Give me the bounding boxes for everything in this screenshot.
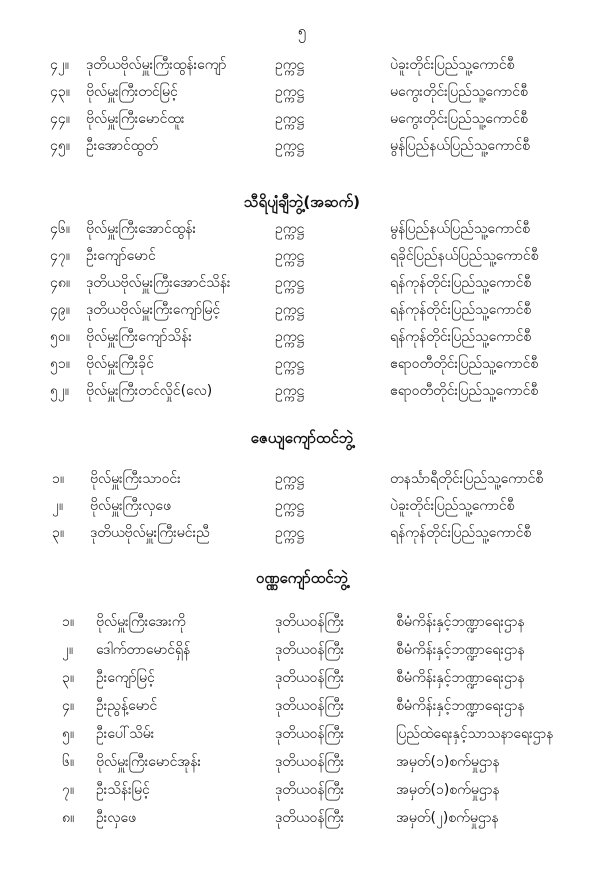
organization: ပြည်ထဲရေးနှင့်သာသနာရေးဌာန bbox=[396, 726, 554, 742]
person-name: ဒုတိယဗိုလ်မှူးကြီးကျော်မြင့် bbox=[86, 302, 221, 318]
list-row bbox=[0, 776, 604, 804]
position-title: ဥက္ကဋ္ဌ bbox=[275, 525, 305, 541]
person-name: ဦးပေါ်သိမ်း bbox=[96, 726, 155, 742]
row-number: ၄၆။ bbox=[50, 221, 70, 237]
organization: စီမံကိန်းနှင့်ဘဏ္ဍာရေးဌာန bbox=[396, 614, 525, 630]
row-number: ၂။ bbox=[62, 642, 74, 658]
person-name: ဗိုလ်မှူးကြီးအောင်ထွန်း bbox=[86, 221, 197, 237]
position-title: ဥက္ကဋ္ဌ bbox=[275, 248, 305, 264]
list-row bbox=[0, 692, 604, 720]
list-row bbox=[0, 608, 604, 636]
organization: အမှတ်(၁)စက်မှုဌာန bbox=[396, 782, 500, 798]
organization: ဧရာဝတီတိုင်းပြည်သူ့ကောင်စီ bbox=[390, 383, 539, 399]
person-name: ဦးလှဖေ bbox=[96, 810, 137, 826]
organization: စီမံကိန်းနှင့်ဘဏ္ဍာရေးဌာန bbox=[396, 698, 525, 714]
position-title: ဥက္ကဋ္ဌ bbox=[275, 84, 305, 100]
position-title: ဒုတိယဝန်ကြီး bbox=[275, 642, 345, 658]
organization: ရန်ကုန်တိုင်းပြည်သူ့ကောင်စီ bbox=[390, 329, 532, 345]
person-name: ဗိုလ်မှူးကြီးမောင်အုန်း bbox=[96, 754, 202, 770]
list-row bbox=[0, 297, 604, 324]
row-number: ၈။ bbox=[62, 810, 75, 826]
list-row bbox=[0, 804, 604, 832]
person-name: ဦးအောင်ထွတ် bbox=[86, 138, 158, 154]
position-title: ဒုတိယဝန်ကြီး bbox=[275, 614, 345, 630]
position-title: ဥက္ကဋ္ဌ bbox=[275, 498, 305, 514]
person-name: ဦးညွန့်မောင် bbox=[96, 698, 158, 714]
position-title: ဥက္ကဋ္ဌ bbox=[275, 356, 305, 372]
row-number: ၅၀။ bbox=[50, 329, 70, 345]
list-row bbox=[0, 720, 604, 748]
organization: ရန်ကုန်တိုင်းပြည်သူ့ကောင်စီ bbox=[390, 302, 532, 318]
position-title: ဥက္ကဋ္ဌ bbox=[275, 275, 305, 291]
page-number: ၅ bbox=[297, 22, 307, 40]
person-name: ဦးသိန်းမြင့် bbox=[96, 782, 150, 798]
position-title: ဒုတိယဝန်ကြီး bbox=[275, 670, 345, 686]
row-number: ၅။ bbox=[62, 726, 75, 742]
row-number: ၁။ bbox=[52, 471, 65, 487]
row-number: ၂။ bbox=[52, 498, 64, 514]
person-name: ဗိုလ်မှူးကြီးမောင်ထူး bbox=[86, 111, 185, 127]
list-row bbox=[0, 243, 604, 270]
person-name: ဦးကျော်မြင့် bbox=[96, 670, 155, 686]
organization: ပဲခူးတိုင်းပြည်သူ့ကောင်စီ bbox=[390, 57, 515, 73]
position-title: ဥက္ကဋ္ဌ bbox=[275, 221, 305, 237]
person-name: ဗိုလ်မှူးကြီးတင်လှိုင်(လေ) bbox=[86, 383, 213, 399]
organization: စီမံကိန်းနှင့်ဘဏ္ဍာရေးဌာန bbox=[396, 642, 525, 658]
list-row bbox=[0, 378, 604, 405]
organization: အမှတ်(၂)စက်မှုဌာန bbox=[396, 810, 499, 826]
position-title: ဥက္ကဋ္ဌ bbox=[275, 111, 305, 127]
row-number: ၄၂။ bbox=[50, 57, 69, 73]
person-name: ဗိုလ်မှူးကြီးသာဝင်း bbox=[90, 471, 181, 487]
organization: မကွေးတိုင်းပြည်သူ့ကောင်စီ bbox=[390, 111, 528, 127]
list-row bbox=[0, 133, 604, 160]
row-number: ၄၃။ bbox=[50, 84, 70, 100]
row-number: ၄၈။ bbox=[50, 275, 71, 291]
row-number: ၅၂။ bbox=[50, 383, 69, 399]
list-row bbox=[0, 351, 604, 378]
row-number: ၇။ bbox=[62, 782, 75, 798]
organization: အမှတ်(၁)စက်မှုဌာန bbox=[396, 754, 500, 770]
list-row bbox=[0, 636, 604, 664]
section-title: သီရိပျံချီဘွဲ့(အဆက်) bbox=[244, 193, 360, 211]
person-name: ဒေါက်တာမောင်ရှိန် bbox=[96, 642, 191, 658]
organization: တနင်္သာရီတိုင်းပြည်သူ့ကောင်စီ bbox=[390, 471, 544, 487]
position-title: ဥက္ကဋ္ဌ bbox=[275, 57, 305, 73]
organization: မွန်ပြည်နယ်ပြည်သူ့ကောင်စီ bbox=[390, 138, 531, 154]
person-name: ဒုတိယဗိုလ်မှူးကြီးအောင်သိန်း bbox=[86, 275, 231, 291]
list-row bbox=[0, 664, 604, 692]
section-zeya-kyawhtin bbox=[0, 424, 604, 547]
person-name: ဗိုလ်မှူးကြီးတင်မြင့် bbox=[86, 84, 178, 100]
position-title: ဥက္ကဋ္ဌ bbox=[275, 302, 305, 318]
list-row bbox=[0, 520, 604, 547]
section-title: ဝဏ္ဏကျော်ထင်ဘွဲ့ bbox=[255, 569, 349, 587]
position-title: ဒုတိယဝန်ကြီး bbox=[275, 754, 345, 770]
position-title: ဒုတိယဝန်ကြီး bbox=[275, 810, 345, 826]
position-title: ဥက္ကဋ္ဌ bbox=[275, 329, 305, 345]
list-row bbox=[0, 52, 604, 79]
organization: စီမံကိန်းနှင့်ဘဏ္ဍာရေးဌာန bbox=[396, 670, 525, 686]
row-number: ၅၁။ bbox=[50, 356, 70, 372]
organization: ပဲခူးတိုင်းပြည်သူ့ကောင်စီ bbox=[390, 498, 515, 514]
position-title: ဒုတိယဝန်ကြီး bbox=[275, 726, 345, 742]
position-title: ဒုတိယဝန်ကြီး bbox=[275, 782, 345, 798]
organization: မကွေးတိုင်းပြည်သူ့ကောင်စီ bbox=[390, 84, 528, 100]
list-row bbox=[0, 106, 604, 133]
section-thiri-pyanchi bbox=[0, 188, 604, 405]
section-title: ဇေယျကျော်ထင်ဘွဲ့ bbox=[250, 429, 354, 447]
organization: ရန်ကုန်တိုင်းပြည်သူ့ကောင်စီ bbox=[390, 275, 532, 291]
person-name: ဗိုလ်မှူးကြီးကျော်သိန်း bbox=[86, 329, 192, 345]
section-continued-list bbox=[0, 52, 604, 160]
list-row bbox=[0, 748, 604, 776]
list-row bbox=[0, 466, 604, 493]
row-number: ၄။ bbox=[62, 698, 75, 714]
person-name: ဒုတိယဗိုလ်မှူးကြီးထွန်းကျော် bbox=[86, 57, 227, 73]
list-row bbox=[0, 79, 604, 106]
row-number: ၄၉။ bbox=[50, 302, 70, 318]
organization: ရန်ကုန်တိုင်းပြည်သူ့ကောင်စီ bbox=[390, 525, 532, 541]
list-row bbox=[0, 216, 604, 243]
row-number: ၆။ bbox=[62, 754, 75, 770]
position-title: ဥက္ကဋ္ဌ bbox=[275, 383, 305, 399]
list-row bbox=[0, 324, 604, 351]
row-number: ၃။ bbox=[52, 525, 65, 541]
position-title: ဒုတိယဝန်ကြီး bbox=[275, 698, 345, 714]
organization: မွန်ပြည်နယ်ပြည်သူ့ကောင်စီ bbox=[390, 221, 531, 237]
row-number: ၄၅။ bbox=[50, 138, 70, 154]
organization: ဧရာဝတီတိုင်းပြည်သူ့ကောင်စီ bbox=[390, 356, 539, 372]
person-name: ဗိုလ်မှူးကြီးအေးကို bbox=[96, 614, 186, 630]
row-number: ၄၄။ bbox=[50, 111, 70, 127]
person-name: ဦးကျော်မောင် bbox=[86, 248, 156, 264]
person-name: ဒုတိယဗိုလ်မှူးကြီးမင်းညီ bbox=[90, 525, 210, 541]
row-number: ၃။ bbox=[62, 670, 75, 686]
row-number: ၄၇။ bbox=[50, 248, 70, 264]
person-name: ဗိုလ်မှူးကြီးလှဖေ bbox=[90, 498, 172, 514]
organization: ရခိုင်ပြည်နယ်ပြည်သူ့ကောင်စီ bbox=[390, 248, 539, 264]
section-wunna-kyawhtin bbox=[0, 564, 604, 832]
row-number: ၁။ bbox=[62, 614, 75, 630]
position-title: ဥက္ကဋ္ဌ bbox=[275, 138, 305, 154]
list-row bbox=[0, 493, 604, 520]
person-name: ဗိုလ်မှူးကြီးခိုင် bbox=[86, 356, 154, 372]
list-row bbox=[0, 270, 604, 297]
position-title: ဥက္ကဋ္ဌ bbox=[275, 471, 305, 487]
